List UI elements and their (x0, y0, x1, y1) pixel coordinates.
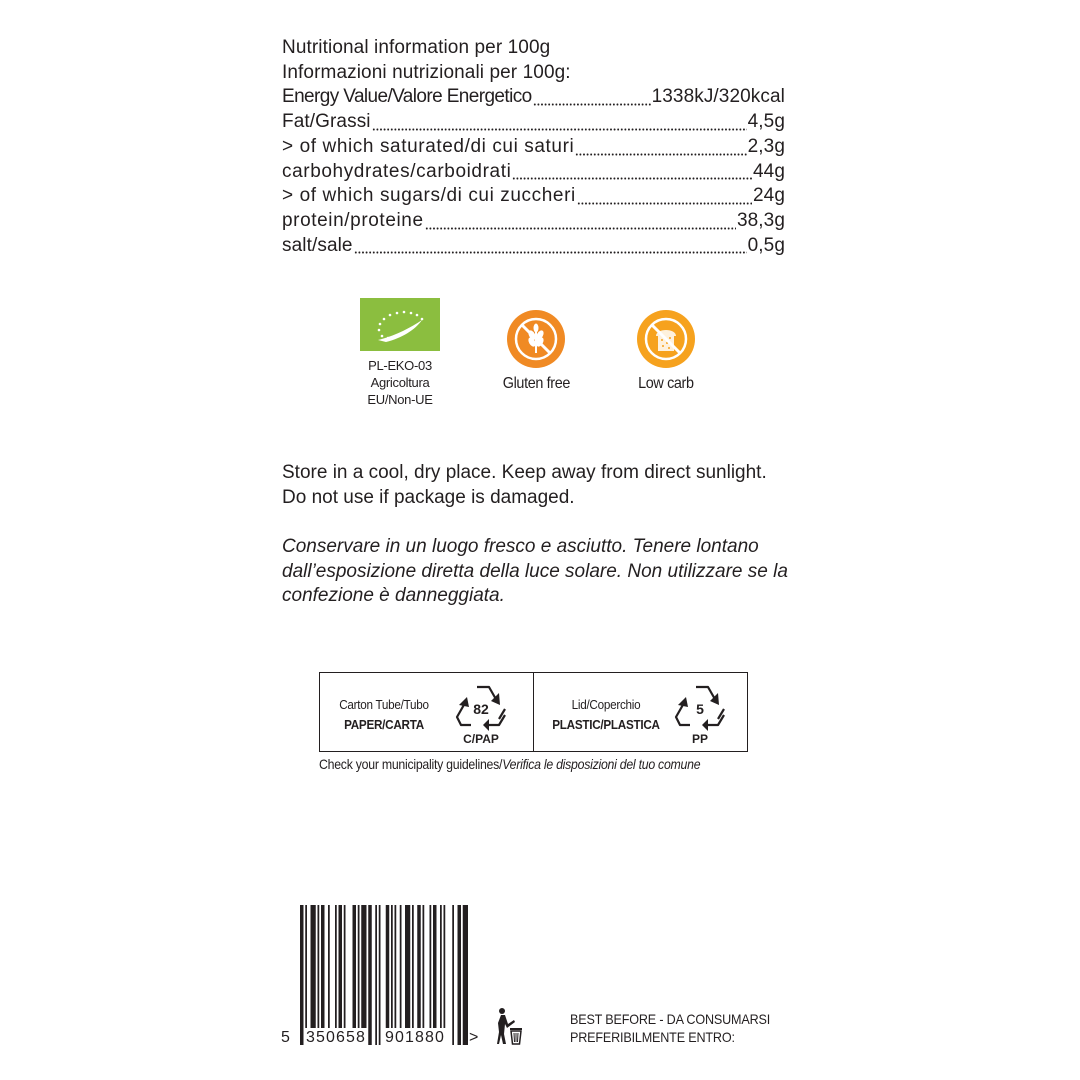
barcode-end-mark: > (469, 1029, 480, 1046)
nutrient-label: > of which saturated/di cui saturi (282, 135, 575, 157)
recycling-tube-cell (320, 673, 533, 751)
barcode-bar (305, 905, 307, 1045)
nutrient-value: 0,5g (747, 234, 785, 256)
nutrient-label: salt/sale (282, 234, 353, 256)
barcode-bar (423, 905, 425, 1045)
barcode-bar (328, 905, 330, 1045)
barcode-bar (318, 905, 320, 1045)
nutrient-value: 4,5g (747, 111, 785, 133)
nutrient-label: carbohydrates/carboidrati (282, 160, 512, 182)
barcode-bar (400, 905, 402, 1045)
best-before-line-2: PREFERIBILMENTE ENTRO: (570, 1029, 735, 1045)
nutrient-label: Fat/Grassi (282, 111, 371, 133)
lid-label: Lid/Coperchio (571, 697, 641, 712)
barcode-bar (335, 905, 337, 1045)
barcode-bar (344, 905, 346, 1045)
low-carb-label: Low carb (638, 375, 694, 392)
nutrition-row (282, 209, 785, 234)
nutrient-label: Energy Value/Valore Energetico (282, 86, 532, 108)
barcode-group-2: 901880 (385, 1029, 445, 1046)
nutrient-label: protein/proteine (282, 209, 424, 231)
barcode-bar (375, 905, 377, 1045)
nutrient-value: 24g (752, 185, 785, 207)
best-before (570, 1010, 770, 1046)
barcode-bar (452, 905, 454, 1045)
leader-dots (533, 92, 651, 106)
nutrition-row (282, 184, 785, 209)
storage-instructions-en: Store in a cool, dry place. Keep away from direct sunlight. Do not use if package is damaged. (282, 462, 767, 508)
no-bread-icon (636, 309, 696, 369)
nutrition-header-it: Informazioni nutrizionali per 100g: (282, 61, 571, 83)
barcode-group-1: 350658 (306, 1029, 366, 1046)
recycling-note (319, 756, 700, 772)
recycling-lid-cell (533, 673, 747, 751)
tube-label: Carton Tube/Tubo (339, 697, 429, 712)
nutrition-row (282, 160, 785, 185)
low-carb-badge (616, 309, 716, 393)
barcode-bar (463, 905, 468, 1045)
gluten-free-badge (486, 309, 586, 393)
storage-instructions-it: Conservare in un luogo fresco e asciutto. Tenere lontano dall’esposizione diretta della luce solare. Non utilizzare se la confezione è danneggiata. (282, 536, 788, 606)
eu-organic-leaf-icon (360, 298, 440, 351)
nutrition-row (282, 135, 785, 160)
nutrient-value: 2,3g (747, 135, 785, 157)
nutrient-value: 44g (752, 160, 785, 182)
lid-abbr: PP (691, 732, 709, 746)
barcode-bar (358, 905, 360, 1045)
barcode-bar (417, 905, 421, 1045)
leader-dots (425, 216, 736, 230)
nutrient-label: > of which sugars/di cui zuccheri (282, 185, 576, 207)
leader-dots (372, 117, 747, 131)
lid-code: 5 (696, 701, 704, 717)
nutrition-header-en: Nutritional information per 100g (282, 37, 551, 58)
barcode-bar (353, 905, 357, 1045)
best-before-line-1: BEST BEFORE - DA CONSUMARSI (570, 1011, 771, 1027)
barcode-bar (361, 905, 366, 1045)
nutrition-row (282, 85, 785, 110)
tube-material: PAPER/CARTA (344, 717, 424, 732)
leader-dots (512, 166, 752, 180)
recycling-box (319, 672, 748, 752)
recycle-triangle-icon (453, 679, 513, 751)
nutrition-row (282, 110, 785, 135)
nutrition-row (282, 234, 785, 259)
eu-organic-badge (356, 298, 444, 408)
barcode-bar (395, 905, 397, 1045)
barcode-bar (391, 905, 393, 1045)
barcode-bar (300, 905, 304, 1045)
barcode-bar (339, 905, 343, 1045)
recycling-note-it: Verifica le disposizioni del tuo comune (502, 756, 701, 772)
leader-dots (354, 240, 747, 254)
nutrient-value: 38,3g (736, 209, 785, 231)
barcode-bar (321, 905, 325, 1045)
tube-abbr: C/PAP (463, 732, 499, 746)
barcode-bar (386, 905, 390, 1045)
barcode-bar (458, 905, 462, 1045)
nutrient-value: 1338kJ/320kcal (651, 86, 785, 108)
gluten-free-label: Gluten free (502, 375, 570, 392)
eu-code: PL-EKO-03 (368, 358, 432, 373)
barcode-bar (430, 905, 432, 1045)
recycle-triangle-icon (672, 679, 732, 751)
barcode-bar (440, 905, 442, 1045)
barcode-bar (444, 905, 446, 1045)
leader-dots (577, 191, 752, 205)
barcode-bar (368, 905, 372, 1045)
eu-origin-label: EU/Non-UE (367, 392, 433, 407)
recycling-note-en: Check your municipality guidelines/ (319, 756, 503, 772)
tube-code: 82 (473, 701, 489, 717)
nutrition-table (282, 36, 785, 258)
tidyman-bin-icon (496, 1006, 524, 1046)
barcode-bar (412, 905, 414, 1045)
barcode-first-digit: 5 (281, 1029, 291, 1046)
barcode-bar (405, 905, 410, 1045)
lid-material: PLASTIC/PLASTICA (552, 717, 660, 732)
barcode-digits (280, 1028, 480, 1050)
leader-dots (575, 142, 746, 156)
barcode-bars (280, 905, 480, 1045)
barcode-bar (379, 905, 381, 1045)
barcode-bar (311, 905, 316, 1045)
eu-agri-label: Agricoltura (370, 375, 430, 390)
barcode-bar (433, 905, 437, 1045)
no-wheat-icon (506, 309, 566, 369)
